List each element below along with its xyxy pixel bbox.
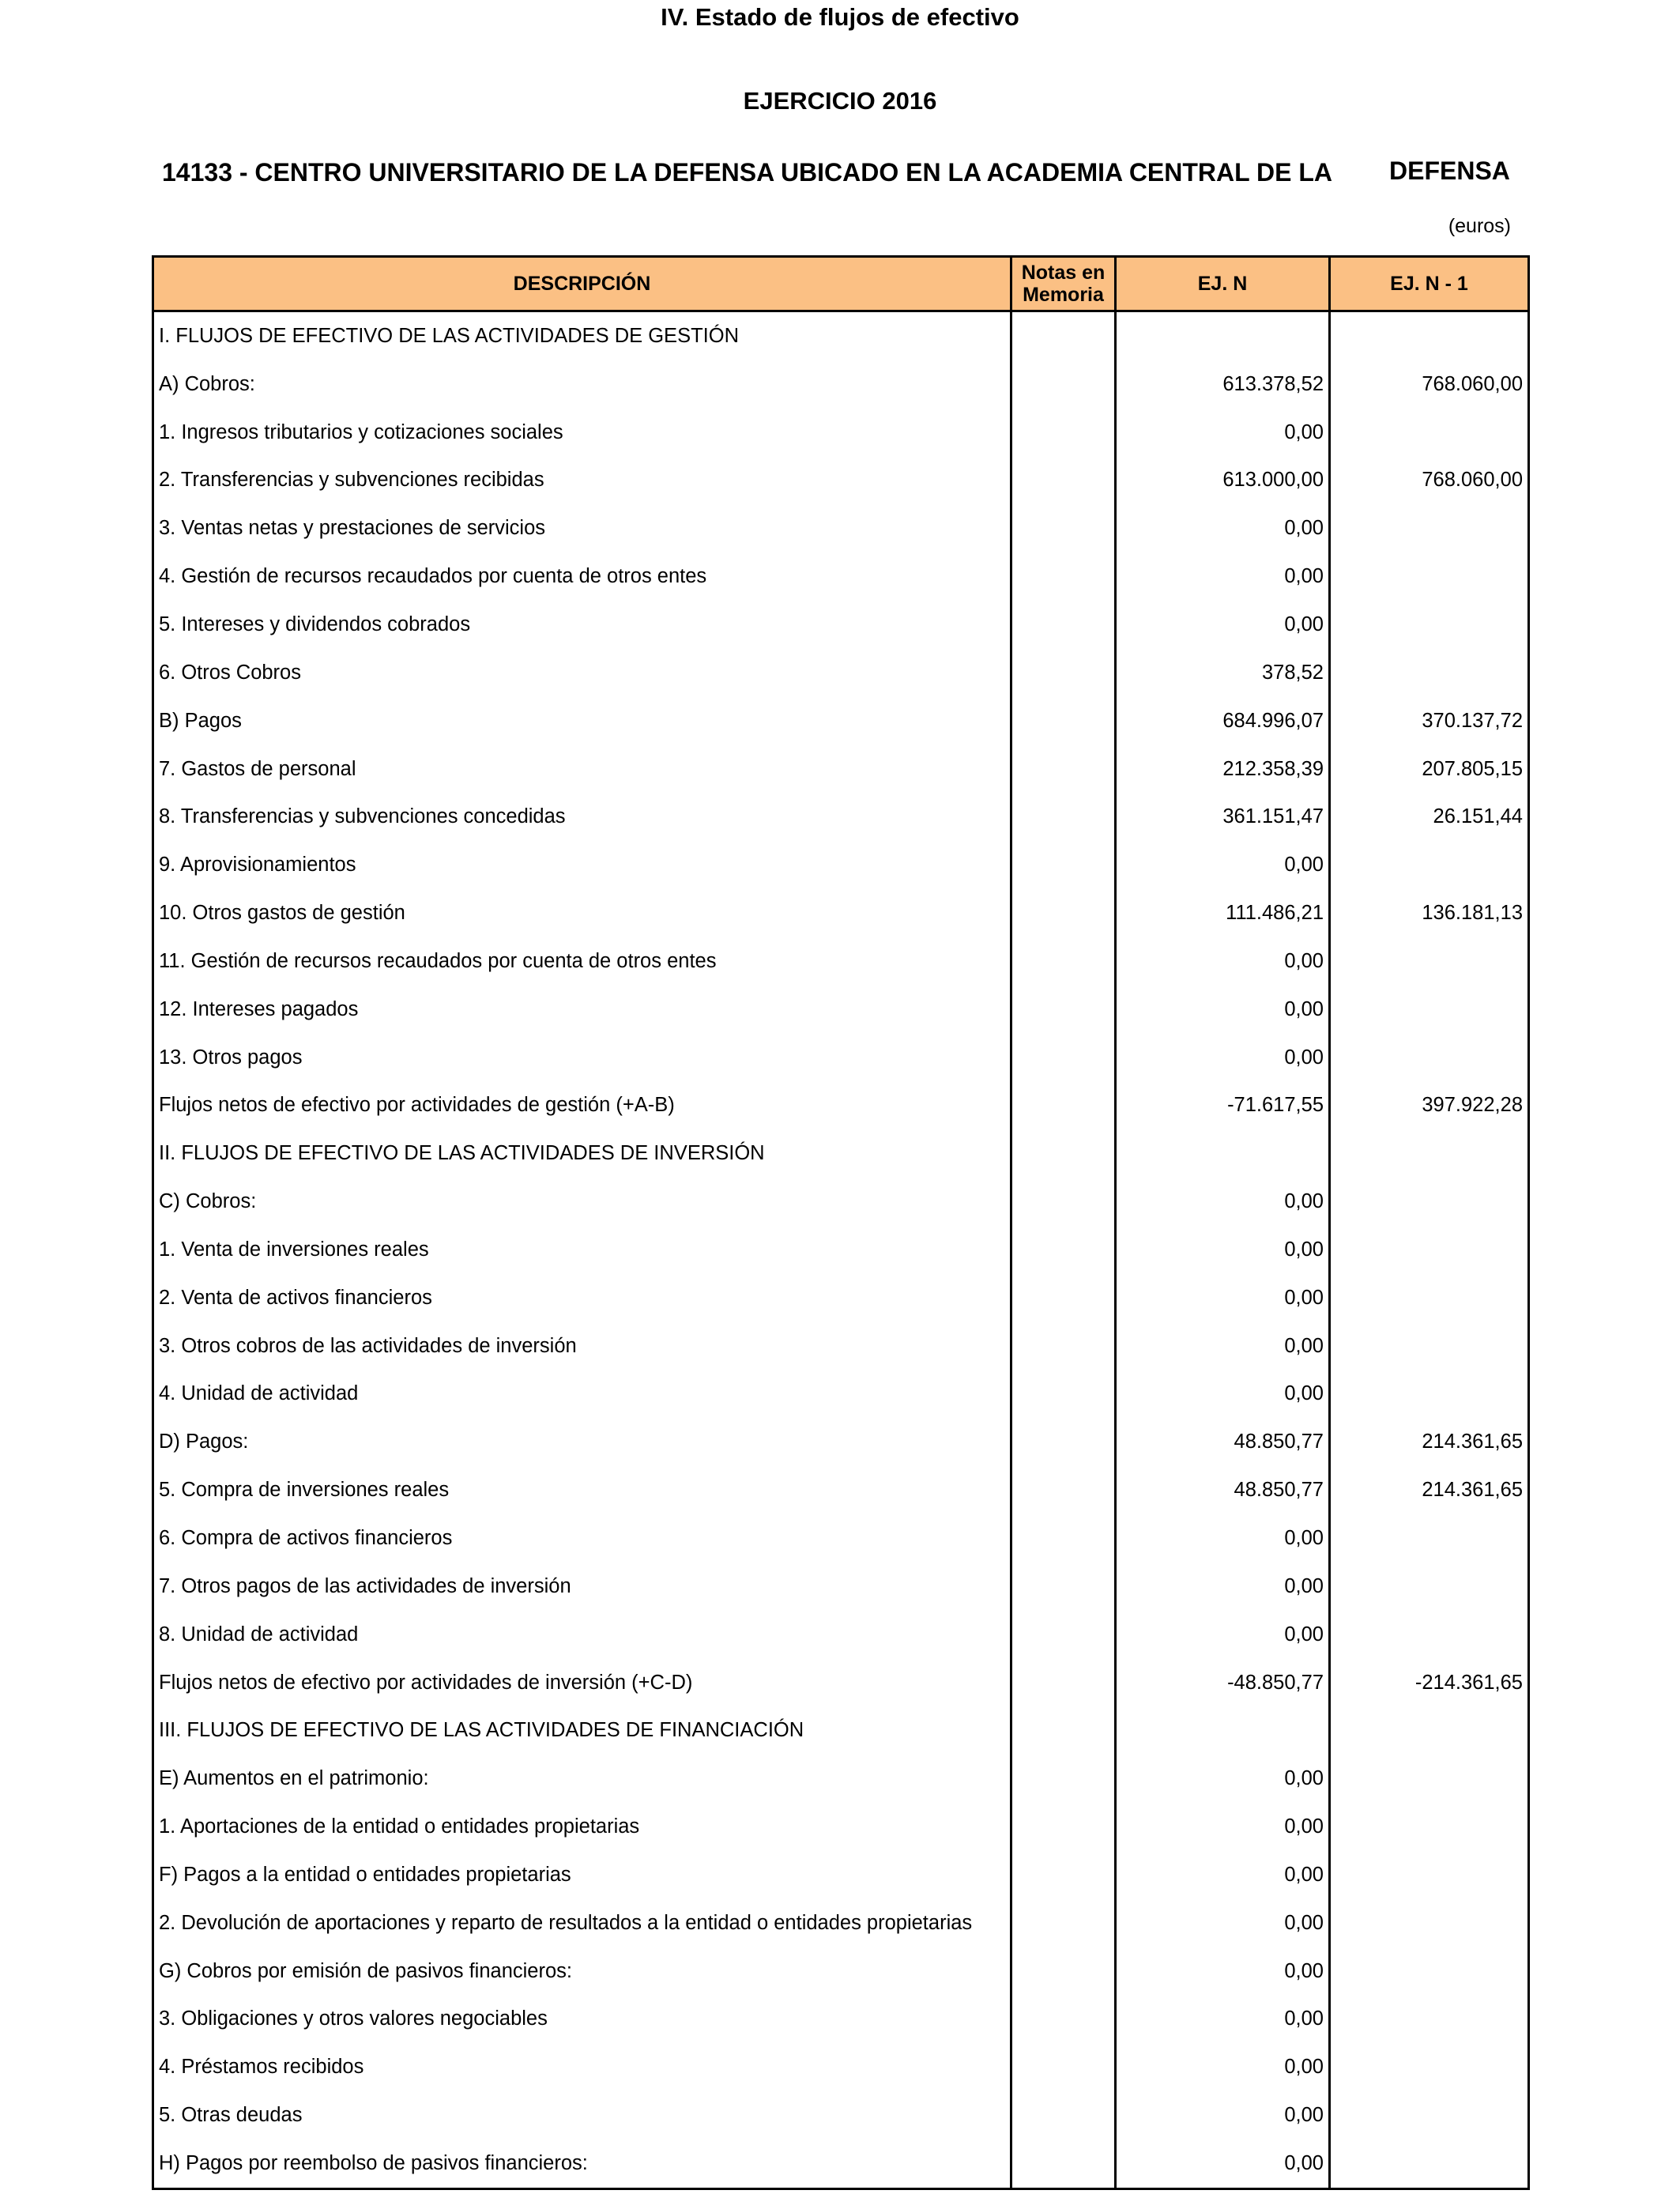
row-value-current: [1116, 311, 1330, 360]
row-value-previous: [1330, 2139, 1529, 2188]
row-notes: [1011, 649, 1116, 697]
table-row: [153, 649, 1529, 697]
table-row: [153, 1947, 1529, 1996]
row-value-previous: 768.060,00: [1330, 457, 1529, 505]
document-title: IV. Estado de flujos de efectivo: [661, 3, 1019, 31]
row-description: 5. Otras deudas: [153, 2091, 1011, 2139]
table-row: [153, 1659, 1529, 1707]
row-notes: [1011, 2043, 1116, 2091]
table-row: [153, 1466, 1529, 1514]
row-description: D) Pagos:: [153, 1418, 1011, 1466]
header-previous-year: EJ. N - 1: [1330, 257, 1529, 311]
row-value-previous: [1330, 1178, 1529, 1226]
row-value-current: 0,00: [1116, 1322, 1330, 1370]
row-notes: [1011, 1611, 1116, 1659]
row-value-previous: [1330, 1274, 1529, 1322]
table-row: [153, 697, 1529, 745]
row-value-current: 0,00: [1116, 1226, 1330, 1274]
table-row: [153, 986, 1529, 1034]
row-notes: [1011, 504, 1116, 552]
row-description: C) Cobros:: [153, 1178, 1011, 1226]
row-value-previous: 768.060,00: [1330, 360, 1529, 409]
row-value-previous: [1330, 601, 1529, 649]
row-value-previous: [1330, 1803, 1529, 1851]
table-row: [153, 1034, 1529, 1082]
table-row: [153, 1803, 1529, 1851]
row-value-current: 0,00: [1116, 1274, 1330, 1322]
row-description: 1. Venta de inversiones reales: [153, 1226, 1011, 1274]
row-description: 3. Otros cobros de las actividades de inversión: [153, 1322, 1011, 1370]
row-value-current: 0,00: [1116, 1996, 1330, 2044]
cash-flow-table: [152, 255, 1530, 2190]
row-description: 2. Devolución de aportaciones y reparto de resultados a la entidad o entidades propietarias: [153, 1899, 1011, 1947]
row-description: 1. Aportaciones de la entidad o entidades propietarias: [153, 1803, 1011, 1851]
row-description: 8. Transferencias y subvenciones concedidas: [153, 793, 1011, 841]
table-row: [153, 1899, 1529, 1947]
table-row: [153, 552, 1529, 601]
row-value-current: 0,00: [1116, 1851, 1330, 1899]
row-value-current: 0,00: [1116, 1803, 1330, 1851]
row-notes: [1011, 745, 1116, 794]
row-description: 13. Otros pagos: [153, 1034, 1011, 1082]
row-notes: [1011, 311, 1116, 360]
row-value-previous: [1330, 1996, 1529, 2044]
row-value-current: 0,00: [1116, 986, 1330, 1034]
row-value-previous: [1330, 1899, 1529, 1947]
row-notes: [1011, 1851, 1116, 1899]
row-notes: [1011, 793, 1116, 841]
row-description: 1. Ingresos tributarios y cotizaciones sociales: [153, 409, 1011, 457]
row-notes: [1011, 1563, 1116, 1611]
table-row: [153, 601, 1529, 649]
row-description: G) Cobros por emisión de pasivos financieros:: [153, 1947, 1011, 1996]
row-value-current: [1116, 1706, 1330, 1755]
row-value-previous: [1330, 1611, 1529, 1659]
row-value-previous: 214.361,65: [1330, 1418, 1529, 1466]
row-description: Flujos netos de efectivo por actividades de inversión (+C-D): [153, 1659, 1011, 1707]
row-notes: [1011, 1755, 1116, 1803]
row-value-current: 361.151,47: [1116, 793, 1330, 841]
row-value-previous: 26.151,44: [1330, 793, 1529, 841]
row-description: A) Cobros:: [153, 360, 1011, 409]
row-value-previous: -214.361,65: [1330, 1659, 1529, 1707]
row-notes: [1011, 1899, 1116, 1947]
row-value-current: 0,00: [1116, 1178, 1330, 1226]
entity-name: 14133 - CENTRO UNIVERSITARIO DE LA DEFENSA UBICADO EN LA ACADEMIA CENTRAL DE LA: [162, 158, 1332, 187]
row-notes: [1011, 1996, 1116, 2044]
row-value-previous: [1330, 1563, 1529, 1611]
row-value-previous: [1330, 1226, 1529, 1274]
table-row: [153, 1996, 1529, 2044]
row-notes: [1011, 986, 1116, 1034]
row-value-current: 0,00: [1116, 1034, 1330, 1082]
row-value-previous: [1330, 649, 1529, 697]
row-notes: [1011, 1706, 1116, 1755]
row-description: 6. Otros Cobros: [153, 649, 1011, 697]
entity-name-tail: DEFENSA: [1389, 156, 1510, 185]
row-value-previous: 370.137,72: [1330, 697, 1529, 745]
row-description: III. FLUJOS DE EFECTIVO DE LAS ACTIVIDADES DE FINANCIACIÓN: [153, 1706, 1011, 1755]
row-description: E) Aumentos en el patrimonio:: [153, 1755, 1011, 1803]
row-notes: [1011, 841, 1116, 889]
table-body: [153, 311, 1529, 2189]
row-value-current: [1116, 1129, 1330, 1178]
row-value-current: 613.378,52: [1116, 360, 1330, 409]
row-value-current: 48.850,77: [1116, 1418, 1330, 1466]
row-value-current: 0,00: [1116, 1563, 1330, 1611]
table-row: [153, 1851, 1529, 1899]
header-notes-line1: Notas en: [1021, 262, 1106, 284]
row-notes: [1011, 457, 1116, 505]
table-row: [153, 1226, 1529, 1274]
row-description: 2. Transferencias y subvenciones recibidas: [153, 457, 1011, 505]
row-value-current: 212.358,39: [1116, 745, 1330, 794]
row-value-current: 0,00: [1116, 2091, 1330, 2139]
table-row: [153, 1370, 1529, 1419]
row-value-previous: [1330, 841, 1529, 889]
table-row: [153, 409, 1529, 457]
table-row: [153, 1418, 1529, 1466]
row-value-previous: 136.181,13: [1330, 889, 1529, 937]
row-value-current: 0,00: [1116, 409, 1330, 457]
table-row: [153, 1706, 1529, 1755]
header-notes: [1011, 257, 1116, 311]
row-value-previous: [1330, 552, 1529, 601]
row-value-current: 0,00: [1116, 1755, 1330, 1803]
row-value-current: 0,00: [1116, 1947, 1330, 1996]
row-notes: [1011, 409, 1116, 457]
row-notes: [1011, 1659, 1116, 1707]
row-description: II. FLUJOS DE EFECTIVO DE LAS ACTIVIDADES DE INVERSIÓN: [153, 1129, 1011, 1178]
table-row: [153, 1082, 1529, 1130]
row-description: 2. Venta de activos financieros: [153, 1274, 1011, 1322]
row-notes: [1011, 1226, 1116, 1274]
row-value-previous: [1330, 1947, 1529, 1996]
row-value-current: 0,00: [1116, 937, 1330, 986]
row-value-previous: 397.922,28: [1330, 1082, 1529, 1130]
row-value-current: 378,52: [1116, 649, 1330, 697]
row-notes: [1011, 601, 1116, 649]
row-value-current: 0,00: [1116, 2139, 1330, 2188]
table-row: [153, 1274, 1529, 1322]
row-description: 9. Aprovisionamientos: [153, 841, 1011, 889]
row-value-previous: [1330, 1851, 1529, 1899]
row-notes: [1011, 1514, 1116, 1563]
row-description: 11. Gestión de recursos recaudados por cuenta de otros entes: [153, 937, 1011, 986]
row-value-current: 0,00: [1116, 1370, 1330, 1419]
row-description: 6. Compra de activos financieros: [153, 1514, 1011, 1563]
row-value-current: 0,00: [1116, 2043, 1330, 2091]
row-value-previous: [1330, 1706, 1529, 1755]
row-value-previous: [1330, 1034, 1529, 1082]
row-description: 3. Obligaciones y otros valores negociables: [153, 1996, 1011, 2044]
table-row: [153, 360, 1529, 409]
row-value-current: 0,00: [1116, 1514, 1330, 1563]
table-row: [153, 2043, 1529, 2091]
table-row: [153, 1755, 1529, 1803]
row-value-current: 0,00: [1116, 601, 1330, 649]
row-value-previous: [1330, 311, 1529, 360]
row-notes: [1011, 1274, 1116, 1322]
row-description: 5. Compra de inversiones reales: [153, 1466, 1011, 1514]
table-row: [153, 1611, 1529, 1659]
row-value-previous: [1330, 1322, 1529, 1370]
row-value-current: 0,00: [1116, 841, 1330, 889]
row-notes: [1011, 937, 1116, 986]
table-row: [153, 1178, 1529, 1226]
table-row: [153, 457, 1529, 505]
row-notes: [1011, 1803, 1116, 1851]
row-value-current: 48.850,77: [1116, 1466, 1330, 1514]
row-value-previous: [1330, 504, 1529, 552]
row-value-current: 613.000,00: [1116, 457, 1330, 505]
table-row: [153, 2139, 1529, 2188]
row-notes: [1011, 697, 1116, 745]
row-description: I. FLUJOS DE EFECTIVO DE LAS ACTIVIDADES DE GESTIÓN: [153, 311, 1011, 360]
row-value-current: 0,00: [1116, 504, 1330, 552]
row-value-previous: [1330, 1514, 1529, 1563]
row-value-current: 684.996,07: [1116, 697, 1330, 745]
row-value-current: -71.617,55: [1116, 1082, 1330, 1130]
table-row: [153, 1563, 1529, 1611]
row-notes: [1011, 552, 1116, 601]
row-description: B) Pagos: [153, 697, 1011, 745]
row-description: 4. Unidad de actividad: [153, 1370, 1011, 1419]
row-value-current: 111.486,21: [1116, 889, 1330, 937]
row-value-previous: 214.361,65: [1330, 1466, 1529, 1514]
row-value-previous: [1330, 937, 1529, 986]
fiscal-year: EJERCICIO 2016: [743, 87, 937, 115]
row-description: 7. Otros pagos de las actividades de inversión: [153, 1563, 1011, 1611]
table-row: [153, 937, 1529, 986]
row-description: Flujos netos de efectivo por actividades de gestión (+A-B): [153, 1082, 1011, 1130]
row-description: 10. Otros gastos de gestión: [153, 889, 1011, 937]
header-description: DESCRIPCIÓN: [153, 257, 1011, 311]
row-value-current: 0,00: [1116, 552, 1330, 601]
row-notes: [1011, 1947, 1116, 1996]
row-value-previous: [1330, 2043, 1529, 2091]
row-notes: [1011, 1178, 1116, 1226]
row-notes: [1011, 1418, 1116, 1466]
table-row: [153, 1129, 1529, 1178]
row-value-previous: [1330, 986, 1529, 1034]
row-notes: [1011, 2139, 1116, 2188]
row-description: F) Pagos a la entidad o entidades propietarias: [153, 1851, 1011, 1899]
row-notes: [1011, 1466, 1116, 1514]
row-description: 12. Intereses pagados: [153, 986, 1011, 1034]
row-description: 3. Ventas netas y prestaciones de servicios: [153, 504, 1011, 552]
row-value-current: 0,00: [1116, 1899, 1330, 1947]
row-value-previous: [1330, 1129, 1529, 1178]
row-description: 4. Gestión de recursos recaudados por cuenta de otros entes: [153, 552, 1011, 601]
table-row: [153, 1514, 1529, 1563]
header-notes-line2: Memoria: [1023, 284, 1104, 306]
table-row: [153, 745, 1529, 794]
table-row: [153, 1322, 1529, 1370]
row-description: 7. Gastos de personal: [153, 745, 1011, 794]
table-row: [153, 793, 1529, 841]
table-row: [153, 2091, 1529, 2139]
row-description: H) Pagos por reembolso de pasivos financieros:: [153, 2139, 1011, 2188]
row-notes: [1011, 1082, 1116, 1130]
row-description: 4. Préstamos recibidos: [153, 2043, 1011, 2091]
currency-units: (euros): [1448, 215, 1511, 237]
row-description: 8. Unidad de actividad: [153, 1611, 1011, 1659]
table-row: [153, 889, 1529, 937]
row-value-current: -48.850,77: [1116, 1659, 1330, 1707]
header-current-year: EJ. N: [1116, 257, 1330, 311]
row-value-previous: [1330, 1370, 1529, 1419]
row-notes: [1011, 360, 1116, 409]
row-notes: [1011, 2091, 1116, 2139]
row-notes: [1011, 1370, 1116, 1419]
table-row: [153, 504, 1529, 552]
row-value-previous: [1330, 409, 1529, 457]
row-description: 5. Intereses y dividendos cobrados: [153, 601, 1011, 649]
row-notes: [1011, 1129, 1116, 1178]
row-value-previous: [1330, 2091, 1529, 2139]
row-notes: [1011, 889, 1116, 937]
table-row: [153, 841, 1529, 889]
table-row: [153, 311, 1529, 360]
row-notes: [1011, 1322, 1116, 1370]
row-value-current: 0,00: [1116, 1611, 1330, 1659]
row-notes: [1011, 1034, 1116, 1082]
row-value-previous: 207.805,15: [1330, 745, 1529, 794]
table-header-row: [153, 257, 1529, 311]
row-value-previous: [1330, 1755, 1529, 1803]
